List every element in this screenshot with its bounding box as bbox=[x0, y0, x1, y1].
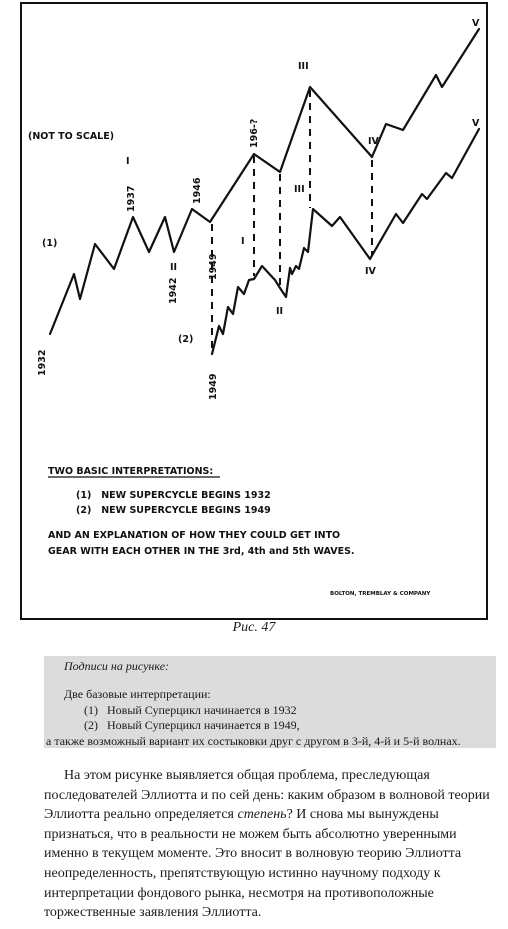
year-196x-label: 196-? bbox=[249, 118, 260, 148]
year-1942-label: 1942 bbox=[168, 277, 179, 304]
body-text-part-2: ? И снова мы вынуждены признаться, что в реальности не можем быть абсолютно уверенными именно в текущем моменте. Это вносит в волновую теорию Эллиотта неопределенность, препятствующую истинно научному подходу к интерпретации фондового рынка, несмотря на противоположные торжественные заявления Эллиотта. bbox=[44, 807, 462, 921]
legend-item-2: (2) NEW SUPERCYCLE BEGINS 1949 bbox=[76, 505, 271, 516]
year-1946-label: 1946 bbox=[192, 177, 203, 204]
upper-wave-label-v: V bbox=[472, 18, 480, 29]
body-text-emphasis: степень bbox=[237, 807, 287, 823]
figure-notes-subheader: Две базовые интерпретации: bbox=[64, 687, 211, 701]
lower-wave-label-iii: III bbox=[294, 184, 305, 195]
lower-wave-label-iv: IV bbox=[365, 266, 376, 277]
legend-explanation-line-1: AND AN EXPLANATION OF HOW THEY COULD GET INTO bbox=[48, 530, 341, 541]
upper-wave-label-iii: III bbox=[298, 61, 309, 72]
figure-notes-item-1: (1) Новый Суперцикл начинается в 1932 bbox=[84, 703, 297, 717]
figure-notes-header: Подписи на рисунке: bbox=[64, 659, 170, 673]
series-marker-2: (2) bbox=[178, 334, 194, 345]
legend-heading: TWO BASIC INTERPRETATIONS: bbox=[48, 466, 214, 477]
figure-caption: Рис. 47 bbox=[232, 620, 276, 635]
publisher-credit: BOLTON, TREMBLAY & COMPANY bbox=[330, 591, 431, 597]
upper-wave-label-iv: IV bbox=[368, 136, 379, 147]
figure-notes-box bbox=[44, 656, 496, 748]
lower-wave-label-ii: II bbox=[276, 306, 284, 317]
figure-notes-item-3: а также возможный вариант их состыковки друг с другом в 3-й, 4-й и 5-й волнах. bbox=[46, 734, 461, 748]
year-1949-lower-label: 1949 bbox=[208, 373, 219, 400]
figure-notes-item-2: (2) Новый Суперцикл начинается в 1949, bbox=[84, 718, 300, 732]
upper-wave-path bbox=[50, 29, 479, 334]
lower-wave-label-i: I bbox=[241, 236, 245, 247]
not-to-scale-label: (NOT TO SCALE) bbox=[28, 131, 115, 142]
year-1949-upper-label: 1949 bbox=[208, 253, 219, 280]
series-marker-1: (1) bbox=[42, 238, 58, 249]
body-paragraph bbox=[44, 766, 496, 923]
lower-wave-path bbox=[212, 129, 479, 354]
wave-diagram-figure bbox=[20, 2, 488, 620]
legend-item-1: (1) NEW SUPERCYCLE BEGINS 1932 bbox=[76, 490, 271, 501]
body-text-part-1: На этом рисунке выявляется общая проблема, преследующая последователей Эллиотта и по сей день: каким образом в волновой теории Эллиотта реально определяется bbox=[44, 768, 490, 823]
year-1932-label: 1932 bbox=[37, 349, 48, 376]
upper-wave-label-i: I bbox=[126, 156, 130, 167]
year-1937-label: 1937 bbox=[126, 185, 137, 212]
wave-diagram-svg bbox=[22, 4, 486, 618]
lower-wave-label-v: V bbox=[472, 118, 480, 129]
legend-explanation-line-2: GEAR WITH EACH OTHER IN THE 3rd, 4th and 5th WAVES. bbox=[48, 546, 355, 557]
upper-wave-label-ii: II bbox=[170, 262, 178, 273]
